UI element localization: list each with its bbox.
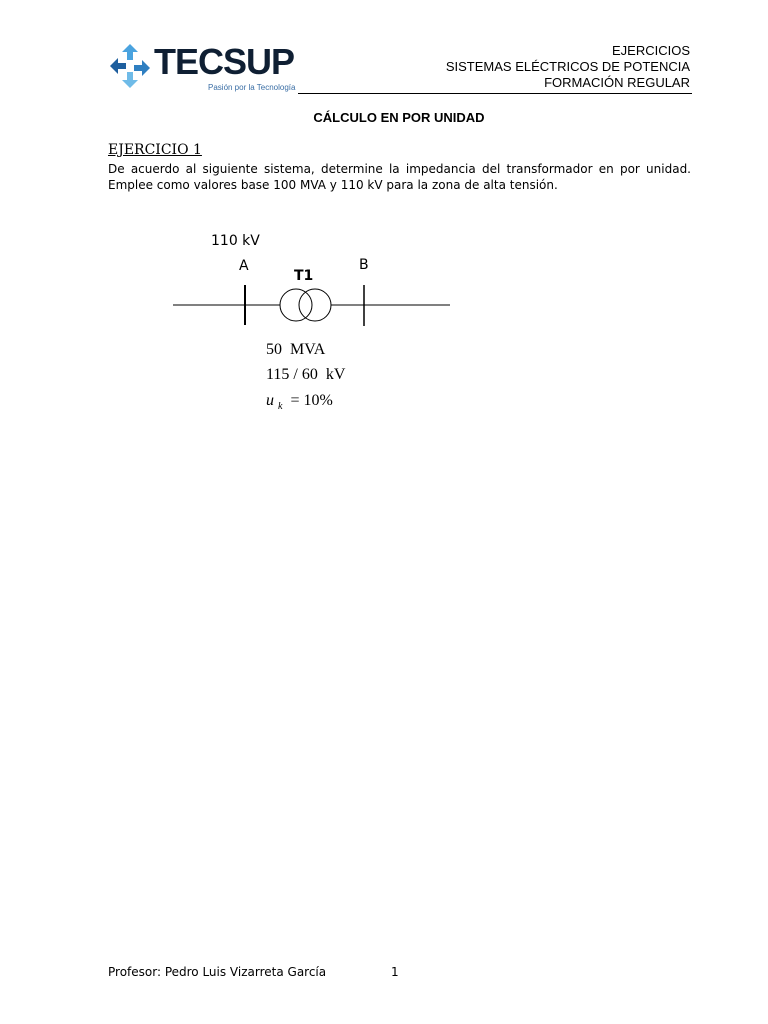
header-line-3: FORMACIÓN REGULAR [544, 75, 690, 90]
spec-power: 50 MVA [266, 341, 326, 358]
voltage-label: 110 kV [211, 233, 260, 249]
transformer-winding-1-icon [280, 289, 312, 321]
header-line-1: EJERCICIOS [611, 43, 690, 58]
bus-a-label: A [239, 258, 249, 274]
spec-voltage: 115 / 60 kV [266, 366, 346, 383]
spec-impedance-val: = 10% [290, 392, 333, 409]
logo-tagline: Pasión por la Tecnología [208, 83, 296, 92]
document-title: CÁLCULO EN POR UNIDAD [313, 110, 485, 125]
footer-page-number: 1 [391, 965, 399, 979]
footer-professor: Profesor: Pedro Luis Vizarreta García [108, 965, 327, 979]
bus-b-label: B [359, 257, 369, 273]
exercise-heading: EJERCICIO 1 [108, 142, 202, 158]
logo-wordmark: TECSUP [154, 41, 295, 82]
spec-impedance-sub: k [278, 401, 283, 412]
spec-impedance [266, 392, 333, 413]
transformer-label: T1 [294, 268, 314, 284]
header-line-2: SISTEMAS ELÉCTRICOS DE POTENCIA [445, 59, 690, 74]
spec-impedance-var: u [266, 392, 274, 409]
exercise-text: De acuerdo al siguiente sistema, determine la impedancia del transformador en por unidad. Emplee como valores base 100 MVA y 110 kV para la zona de alta tensión. [108, 162, 691, 192]
transformer-winding-2-icon [299, 289, 331, 321]
